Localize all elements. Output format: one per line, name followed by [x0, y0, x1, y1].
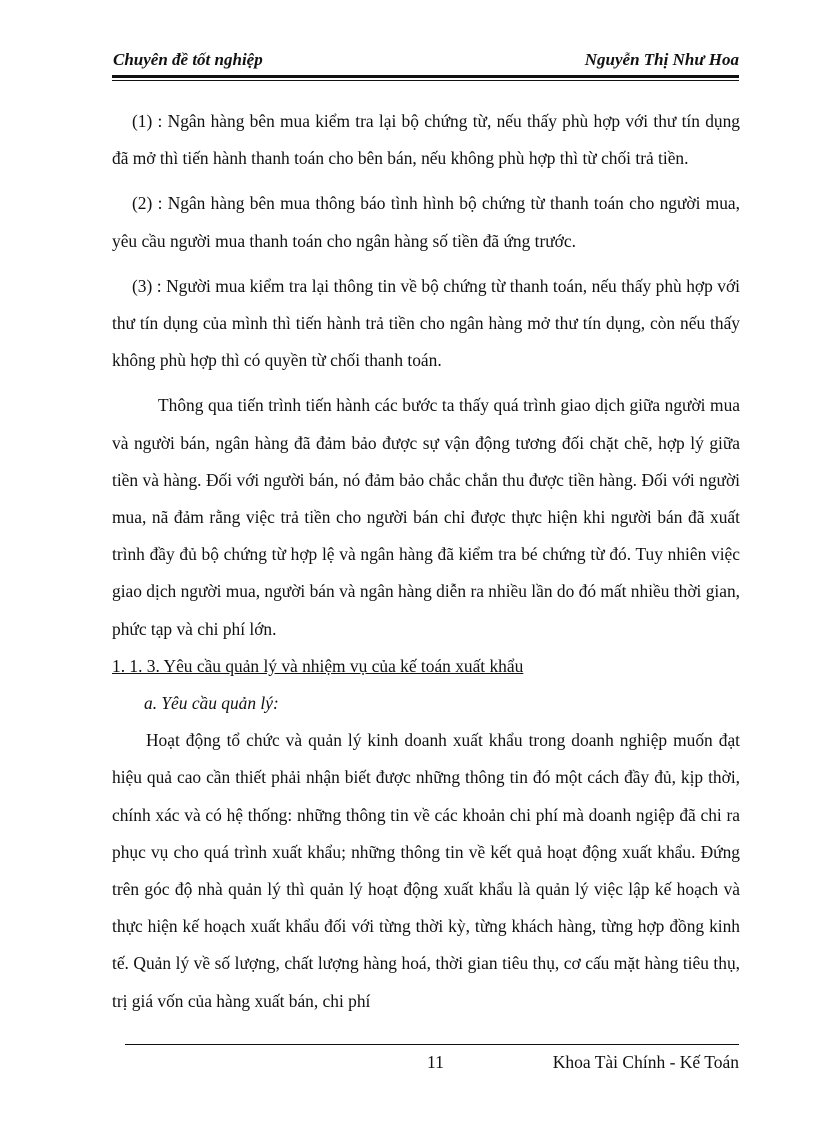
- paragraph-summary: Thông qua tiến trình tiến hành các bước ta thấy quá trình giao dịch giữa người mua và người bán, ngân hàng đã đảm bảo được sự vận động tương đối chặt chẽ, hợp lý giữa tiền và hàng. Đối với người bán, nó đảm bảo chắc chắn thu được tiền hàng. Đối với người mua, nã đảm rằng việc trả tiền cho người bán chỉ được thực hiện khi người bán đã xuất trình đầy đủ bộ chứng từ hợp lệ và ngân hàng đã kiểm tra bé chứng từ đó. Tuy nhiên việc giao dịch người mua, người bán và ngân hàng diễn ra nhiều lần do đó mất nhiều thời gian, phức tạp và chi phí lớn.: [112, 395, 740, 639]
- header-divider-thick: [112, 75, 739, 78]
- paragraph-step-3: (3) : Người mua kiểm tra lại thông tin về bộ chứng từ thanh toán, nếu thấy phù hợp với thư tín dụng của mình thì tiến hành trả tiền cho ngân hàng mở thư tín dụng, còn nếu thấy không phù hợp thì có quyền từ chối thanh toán.: [112, 275, 740, 371]
- footer-department: Khoa Tài Chính - Kế Toán: [552, 1052, 739, 1072]
- document-body: [112, 103, 740, 1020]
- paragraph-management: Hoạt động tổ chức và quản lý kinh doanh xuất khẩu trong doanh nghiệp muốn đạt hiệu quả cao cần thiết phải nhận biết được những thông tin đó một cách đầy đủ, kịp thời, chính xác và có hệ thống: những thông tin về các khoản chi phí mà doanh ngiệp đã chi ra phục vụ cho quá trình xuất khẩu; những thông tin về kết quả hoạt động xuất khẩu. Đứng trên góc độ nhà quản lý thì quản lý hoạt động xuất khẩu là quản lý việc lập kế hoạch và thực hiện kế hoạch xuất khẩu đối với từng thời kỳ, từng khách hàng, từng hợp đồng kinh tế. Quản lý về số lượng, chất lượng hàng hoá, thời gian tiêu thụ, cơ cấu mặt hàng tiêu thụ, trị giá vốn của hàng xuất bán, chi phí: [112, 730, 740, 1011]
- section-heading: 1. 1. 3. Yêu cầu quản lý và nhiệm vụ của kế toán xuất khẩu: [112, 655, 524, 676]
- paragraph-step-2: (2) : Ngân hàng bên mua thông báo tình hình bộ chứng từ thanh toán cho người mua, yêu cầu người mua thanh toán cho ngân hàng số tiền đã ứng trước.: [112, 193, 740, 251]
- footer-divider: [125, 1044, 739, 1045]
- header-author: Nguyễn Thị Như Hoa: [584, 50, 739, 69]
- header-title: Chuyên đề tốt nghiệp: [113, 50, 263, 69]
- page-header: [112, 46, 739, 72]
- page-number: 11: [427, 1052, 444, 1072]
- paragraph-step-1: (1) : Ngân hàng bên mua kiểm tra lại bộ chứng từ, nếu thấy phù hợp với thư tín dụng đã mở thì tiến hành thanh toán cho bên bán, nếu không phù hợp thì từ chối trả tiền.: [112, 111, 740, 169]
- subsection-heading: a. Yêu cầu quản lý:: [144, 693, 279, 714]
- header-divider-thin: [112, 80, 739, 81]
